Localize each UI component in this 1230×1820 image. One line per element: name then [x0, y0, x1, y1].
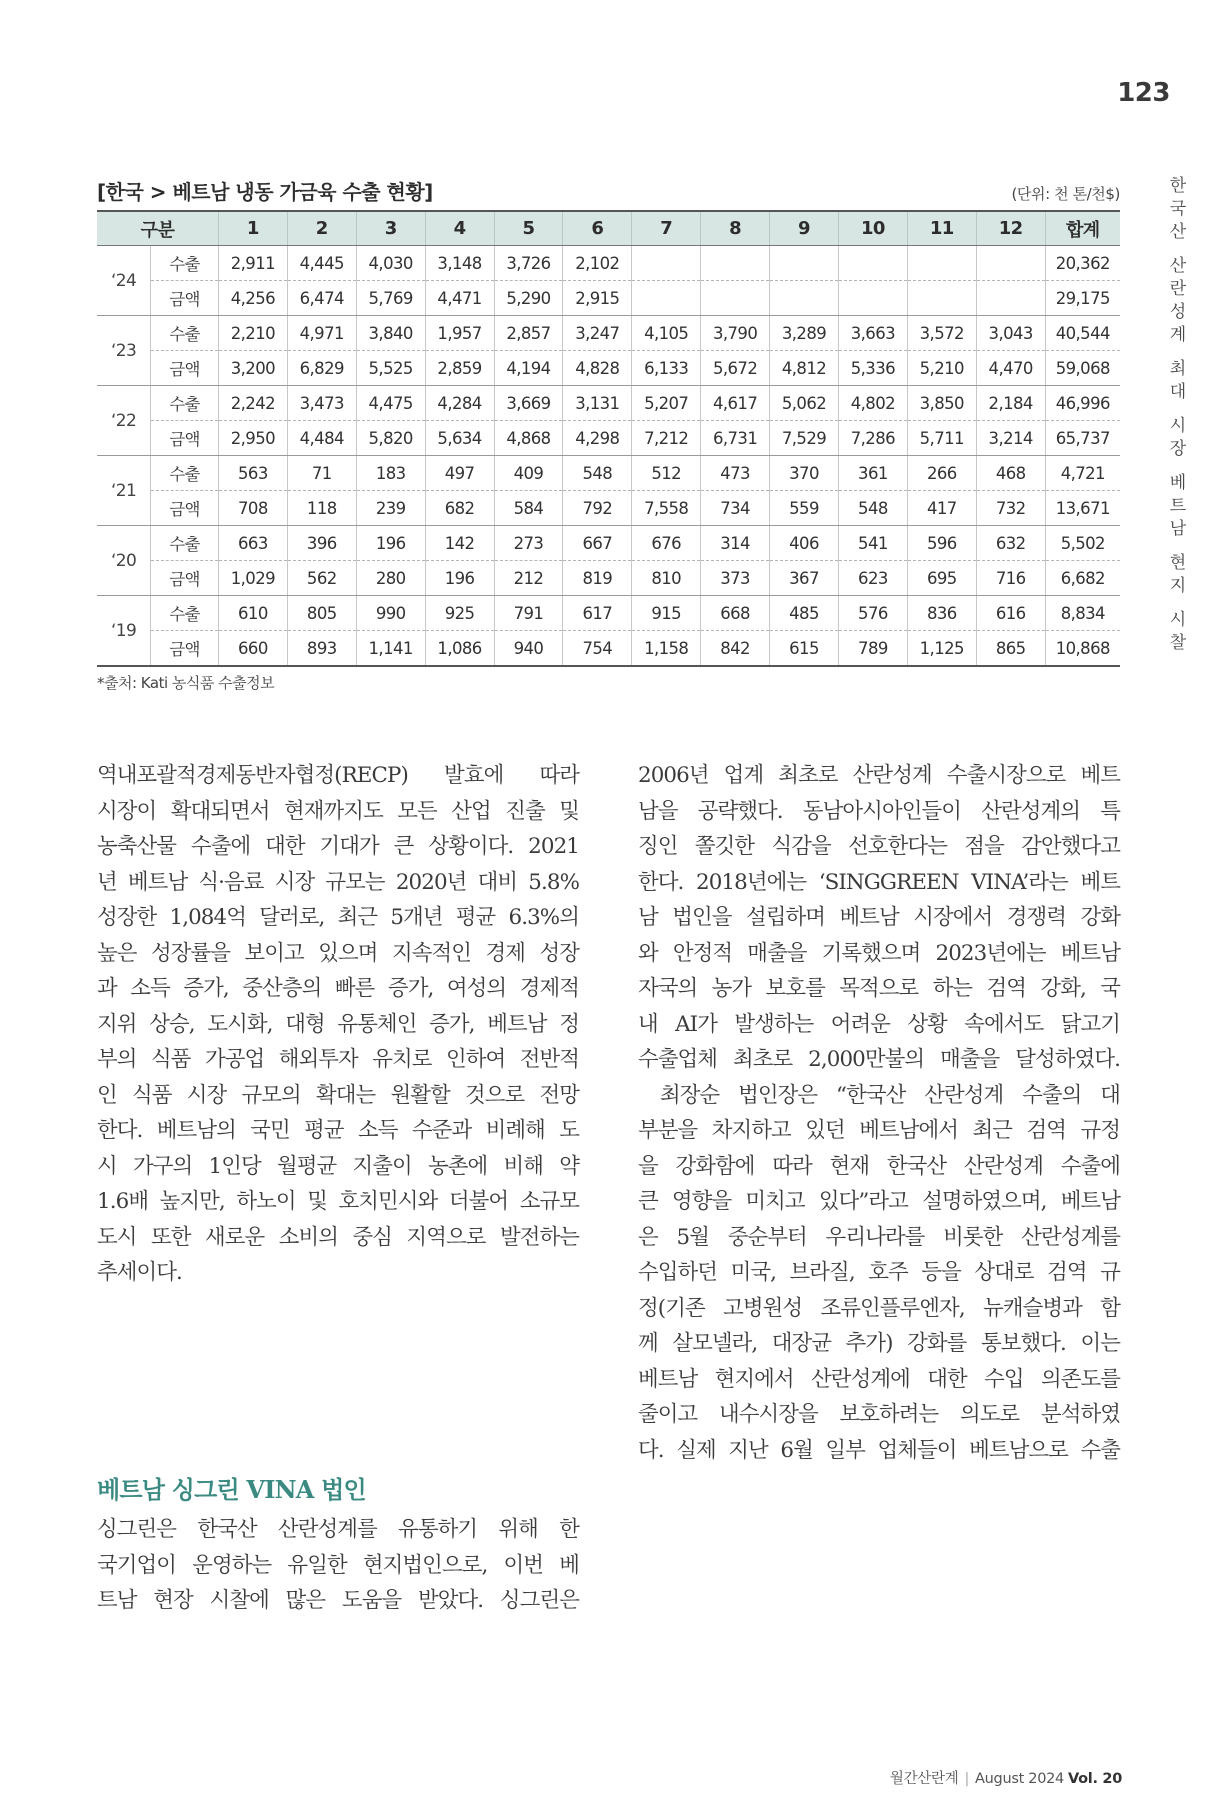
month-cell: 734: [701, 491, 770, 526]
total-cell: 46,996: [1045, 386, 1120, 421]
month-cell: 663: [218, 526, 287, 561]
month-cell: 3,663: [838, 316, 907, 351]
header-month: 10: [838, 211, 907, 246]
month-cell: 4,105: [632, 316, 701, 351]
month-cell: 280: [356, 561, 425, 596]
month-cell: 5,820: [356, 421, 425, 456]
row-kind: 금액: [151, 491, 219, 526]
month-cell: 1,029: [218, 561, 287, 596]
month-cell: 548: [563, 456, 632, 491]
side-title-char: 산: [1169, 222, 1187, 242]
row-kind: 수출: [151, 526, 219, 561]
text-line: 남 법인을 설립하며 베트남 시장에서 경쟁력 강화: [638, 905, 1120, 930]
row-kind: 수출: [151, 596, 219, 631]
body-column-left: [97, 758, 579, 1291]
month-cell: 196: [425, 561, 494, 596]
month-cell: 417: [907, 491, 976, 526]
month-cell: 6,829: [287, 351, 356, 386]
month-cell: 142: [425, 526, 494, 561]
month-cell: 695: [907, 561, 976, 596]
month-cell: 2,911: [218, 246, 287, 281]
month-cell: 732: [976, 491, 1045, 526]
side-section-title: [1166, 175, 1190, 655]
month-cell: 5,210: [907, 351, 976, 386]
month-cell: 4,470: [976, 351, 1045, 386]
month-cell: 789: [838, 631, 907, 667]
month-cell: 615: [770, 631, 839, 667]
month-cell: 512: [632, 456, 701, 491]
side-title-char: 최: [1169, 359, 1187, 379]
row-kind: 수출: [151, 386, 219, 421]
month-cell: [907, 281, 976, 316]
total-cell: 59,068: [1045, 351, 1120, 386]
month-cell: 6,474: [287, 281, 356, 316]
text-line: 징인 쫄깃한 식감을 선호한다는 점을 감안했다고: [638, 834, 1120, 859]
year-cell: ‘24: [97, 246, 151, 316]
table-row: [97, 281, 1120, 316]
month-cell: 5,290: [494, 281, 563, 316]
text-line: 와 안정적 매출을 기록했으며 2023년에는 베트남: [638, 940, 1120, 966]
month-cell: 632: [976, 526, 1045, 561]
month-cell: 314: [701, 526, 770, 561]
month-cell: 4,802: [838, 386, 907, 421]
table-row: [97, 631, 1120, 667]
year-cell: ‘22: [97, 386, 151, 456]
month-cell: 3,473: [287, 386, 356, 421]
month-cell: 623: [838, 561, 907, 596]
month-cell: 5,711: [907, 421, 976, 456]
month-cell: 6,731: [701, 421, 770, 456]
volume-number: Vol. 20: [1068, 1771, 1122, 1787]
side-title-char: 성: [1169, 302, 1187, 322]
side-title-char: 계: [1169, 325, 1187, 345]
side-title-char: 베: [1169, 473, 1187, 493]
side-title-char: 산: [1169, 256, 1187, 276]
month-cell: 7,529: [770, 421, 839, 456]
row-kind: 금액: [151, 281, 219, 316]
header-month: 5: [494, 211, 563, 246]
header-month: 1: [218, 211, 287, 246]
header-month: 7: [632, 211, 701, 246]
row-kind: 수출: [151, 246, 219, 281]
table-row: [97, 351, 1120, 386]
month-cell: 3,726: [494, 246, 563, 281]
text-line: 농축산물 수출에 대한 기대가 큰 상황이다. 2021: [97, 834, 579, 859]
header-month: 9: [770, 211, 839, 246]
text-line: 한다. 베트남의 국민 평균 소득 수준과 비례해 도: [97, 1118, 579, 1143]
month-cell: 576: [838, 596, 907, 631]
month-cell: 893: [287, 631, 356, 667]
month-cell: 915: [632, 596, 701, 631]
month-cell: 1,158: [632, 631, 701, 667]
text-line: 시장이 확대되면서 현재까지도 모든 산업 진출 및: [97, 798, 579, 824]
month-cell: [770, 281, 839, 316]
month-cell: 3,850: [907, 386, 976, 421]
month-cell: 361: [838, 456, 907, 491]
total-cell: 13,671: [1045, 491, 1120, 526]
month-cell: 865: [976, 631, 1045, 667]
month-cell: 4,194: [494, 351, 563, 386]
side-title-char: [1166, 244, 1190, 255]
side-title-char: [1166, 347, 1190, 358]
text-line: 을 강화함에 따라 현재 한국산 산란성계 수출에: [638, 1153, 1120, 1179]
page-footer: 월간산란계 | August 2024 Vol. 20: [889, 1771, 1122, 1787]
month-cell: [632, 281, 701, 316]
month-cell: 6,133: [632, 351, 701, 386]
text-line: 지위 상승, 도시화, 대형 유통체인 증가, 베트남 정: [97, 1011, 579, 1037]
month-cell: 4,812: [770, 351, 839, 386]
text-line: 국기업이 운영하는 유일한 현지법인으로, 이번 베: [97, 1552, 579, 1578]
month-cell: 3,289: [770, 316, 839, 351]
month-cell: 2,859: [425, 351, 494, 386]
month-cell: [770, 246, 839, 281]
month-cell: 754: [563, 631, 632, 667]
month-cell: 7,286: [838, 421, 907, 456]
row-kind: 수출: [151, 456, 219, 491]
header-month: 4: [425, 211, 494, 246]
month-cell: 2,210: [218, 316, 287, 351]
text-line: 부의 식품 가공업 해외투자 유치로 인하여 전반적: [97, 1047, 579, 1072]
month-cell: 660: [218, 631, 287, 667]
row-kind: 금액: [151, 631, 219, 667]
month-cell: 396: [287, 526, 356, 561]
table-unit: (단위: 천 톤/천$): [1011, 185, 1120, 203]
table-row: [97, 561, 1120, 596]
total-cell: 8,834: [1045, 596, 1120, 631]
side-title-char: 트: [1169, 496, 1187, 516]
month-cell: 7,558: [632, 491, 701, 526]
month-cell: 1,957: [425, 316, 494, 351]
month-cell: 4,284: [425, 386, 494, 421]
month-cell: 2,950: [218, 421, 287, 456]
header-total: 합계: [1045, 211, 1120, 246]
text-line: 높은 성장률을 보이고 있으며 지속적인 경제 성장: [97, 940, 579, 966]
text-line: 께 살모넬라, 대장균 추가) 강화를 통보했다. 이는: [638, 1331, 1120, 1356]
side-title-char: 국: [1169, 199, 1187, 219]
text-line: 한다. 2018년에는 ‘SINGGREEN VINA’라는 베트: [638, 869, 1120, 895]
month-cell: 668: [701, 596, 770, 631]
text-line: 큰 영향을 미치고 있다”라고 설명하였으며, 베트남: [638, 1189, 1120, 1214]
text-line: 남을 공략했다. 동남아시아인들이 산란성계의 특: [638, 798, 1120, 824]
month-cell: [838, 281, 907, 316]
month-cell: 842: [701, 631, 770, 667]
table-row: [97, 246, 1120, 281]
total-cell: 65,737: [1045, 421, 1120, 456]
month-cell: [976, 246, 1045, 281]
side-title-char: 한: [1169, 176, 1187, 196]
side-title-char: 현: [1169, 553, 1187, 573]
month-cell: 805: [287, 596, 356, 631]
side-title-char: 란: [1169, 279, 1187, 299]
month-cell: 3,043: [976, 316, 1045, 351]
header-category: 구분: [97, 211, 218, 246]
text-line: 성장한 1,084억 달러로, 최근 5개년 평균 6.3%의: [97, 905, 579, 930]
header-month: 12: [976, 211, 1045, 246]
issue-date: August 2024: [975, 1771, 1064, 1787]
total-cell: 40,544: [1045, 316, 1120, 351]
month-cell: 716: [976, 561, 1045, 596]
side-title-char: [1166, 541, 1190, 552]
month-cell: 485: [770, 596, 839, 631]
side-title-char: 시: [1169, 610, 1187, 630]
month-cell: 239: [356, 491, 425, 526]
month-cell: 791: [494, 596, 563, 631]
month-cell: 708: [218, 491, 287, 526]
month-cell: [976, 281, 1045, 316]
month-cell: 409: [494, 456, 563, 491]
month-cell: 563: [218, 456, 287, 491]
month-cell: 5,062: [770, 386, 839, 421]
month-cell: 468: [976, 456, 1045, 491]
side-title-char: [1166, 461, 1190, 472]
section-heading: 베트남 싱그린 VINA 법인: [97, 1475, 366, 1504]
side-title-char: 장: [1169, 439, 1187, 459]
month-cell: 5,634: [425, 421, 494, 456]
month-cell: 584: [494, 491, 563, 526]
month-cell: [907, 246, 976, 281]
text-line: 1.6배 높지만, 하노이 및 호치민시와 더불어 소규모: [97, 1189, 579, 1214]
month-cell: 819: [563, 561, 632, 596]
header-month: 2: [287, 211, 356, 246]
month-cell: 682: [425, 491, 494, 526]
row-kind: 금액: [151, 351, 219, 386]
month-cell: 541: [838, 526, 907, 561]
year-cell: ‘21: [97, 456, 151, 526]
month-cell: 367: [770, 561, 839, 596]
month-cell: 676: [632, 526, 701, 561]
text-line: 2006년 업계 최초로 산란성계 수출시장으로 베트: [638, 763, 1120, 788]
month-cell: 5,769: [356, 281, 425, 316]
month-cell: 2,857: [494, 316, 563, 351]
month-cell: 4,471: [425, 281, 494, 316]
text-line: 정(기존 고병원성 조류인플루엔자, 뉴캐슬병과 함: [638, 1295, 1120, 1321]
month-cell: 3,200: [218, 351, 287, 386]
month-cell: 373: [701, 561, 770, 596]
table-row: [97, 596, 1120, 631]
table-source: *출처: Kati 농식품 수출정보: [97, 674, 275, 692]
header-month: 8: [701, 211, 770, 246]
month-cell: 4,971: [287, 316, 356, 351]
month-cell: 406: [770, 526, 839, 561]
month-cell: 1,086: [425, 631, 494, 667]
table-row: [97, 316, 1120, 351]
year-cell: ‘23: [97, 316, 151, 386]
export-table: [97, 210, 1120, 667]
month-cell: 792: [563, 491, 632, 526]
side-title-char: 대: [1169, 382, 1187, 402]
table-body: [97, 246, 1120, 667]
text-line: 싱그린은 한국산 산란성계를 유통하기 위해 한: [97, 1517, 579, 1542]
text-line: 은 5월 중순부터 우리나라를 비롯한 산란성계를: [638, 1224, 1120, 1250]
month-cell: 497: [425, 456, 494, 491]
table-header-row: [97, 211, 1120, 246]
side-title-char: 지: [1169, 576, 1187, 596]
month-cell: 562: [287, 561, 356, 596]
text-line: 인 식품 시장 규모의 확대는 원활할 것으로 전망: [97, 1082, 579, 1108]
row-kind: 수출: [151, 316, 219, 351]
month-cell: 940: [494, 631, 563, 667]
month-cell: 3,148: [425, 246, 494, 281]
month-cell: 5,525: [356, 351, 425, 386]
text-line: 내 AI가 발생하는 어려운 상황 속에서도 닭고기: [638, 1011, 1120, 1037]
text-line: 수출업체 최초로 2,000만불의 매출을 달성하였다.: [638, 1047, 1120, 1072]
month-cell: 3,214: [976, 421, 1045, 456]
month-cell: 1,125: [907, 631, 976, 667]
total-cell: 29,175: [1045, 281, 1120, 316]
month-cell: 183: [356, 456, 425, 491]
month-cell: [701, 246, 770, 281]
month-cell: 2,102: [563, 246, 632, 281]
text-line: 다. 실제 지난 6월 일부 업체들이 베트남으로 수출: [638, 1437, 1120, 1463]
text-line: 트남 현장 시찰에 많은 도움을 받았다. 싱그린은: [97, 1588, 579, 1613]
month-cell: 5,672: [701, 351, 770, 386]
month-cell: 4,298: [563, 421, 632, 456]
text-line: 년 베트남 식·음료 시장 규모는 2020년 대비 5.8%: [97, 869, 579, 895]
month-cell: 196: [356, 526, 425, 561]
text-line: 역내포괄적경제동반자협정(RECP) 발효에 따라: [97, 763, 579, 788]
month-cell: 5,207: [632, 386, 701, 421]
magazine-name: 월간산란계: [889, 1771, 959, 1787]
total-cell: 20,362: [1045, 246, 1120, 281]
month-cell: 4,868: [494, 421, 563, 456]
text-line: 베트남 현지에서 산란성계에 대한 수입 의존도를: [638, 1366, 1120, 1392]
month-cell: 836: [907, 596, 976, 631]
month-cell: 3,669: [494, 386, 563, 421]
month-cell: 4,617: [701, 386, 770, 421]
month-cell: 4,256: [218, 281, 287, 316]
text-line: 최장순 법인장은 “한국산 산란성계 수출의 대: [660, 1082, 1120, 1108]
month-cell: 2,184: [976, 386, 1045, 421]
total-cell: 5,502: [1045, 526, 1120, 561]
year-cell: ‘20: [97, 526, 151, 596]
text-line: 과 소득 증가, 중산층의 빠른 증가, 여성의 경제적: [97, 976, 579, 1001]
table-row: [97, 456, 1120, 491]
month-cell: 118: [287, 491, 356, 526]
text-line: 부분을 차지하고 있던 베트남에서 최근 검역 규정: [638, 1118, 1120, 1143]
month-cell: 4,828: [563, 351, 632, 386]
month-cell: 3,131: [563, 386, 632, 421]
side-title-char: 찰: [1169, 633, 1187, 653]
month-cell: 473: [701, 456, 770, 491]
month-cell: 3,790: [701, 316, 770, 351]
row-kind: 금액: [151, 561, 219, 596]
side-title-char: [1166, 404, 1190, 415]
month-cell: 4,475: [356, 386, 425, 421]
month-cell: 610: [218, 596, 287, 631]
header-month: 11: [907, 211, 976, 246]
month-cell: 4,030: [356, 246, 425, 281]
total-cell: 6,682: [1045, 561, 1120, 596]
month-cell: 3,572: [907, 316, 976, 351]
month-cell: 71: [287, 456, 356, 491]
month-cell: 273: [494, 526, 563, 561]
month-cell: 4,445: [287, 246, 356, 281]
month-cell: 1,141: [356, 631, 425, 667]
month-cell: [632, 246, 701, 281]
body-column-left-2: [97, 1512, 579, 1619]
text-line: 도시 또한 새로운 소비의 중심 지역으로 발전하는: [97, 1224, 579, 1250]
total-cell: 4,721: [1045, 456, 1120, 491]
month-cell: 559: [770, 491, 839, 526]
side-title-char: 남: [1169, 519, 1187, 539]
table-title: [한국 > 베트남 냉동 가금육 수출 현황]: [97, 180, 433, 204]
month-cell: 7,212: [632, 421, 701, 456]
month-cell: 266: [907, 456, 976, 491]
table-row: [97, 526, 1120, 561]
text-line: 시 가구의 1인당 월평균 지출이 농촌에 비해 약: [97, 1153, 579, 1179]
month-cell: 2,242: [218, 386, 287, 421]
table-caption: [97, 176, 1120, 205]
month-cell: 5,336: [838, 351, 907, 386]
month-cell: 990: [356, 596, 425, 631]
text-line: 줄이고 내수시장을 보호하려는 의도로 분석하였: [638, 1402, 1120, 1427]
month-cell: 3,840: [356, 316, 425, 351]
body-column-right: [638, 758, 1120, 1468]
month-cell: 548: [838, 491, 907, 526]
row-kind: 금액: [151, 421, 219, 456]
month-cell: 2,915: [563, 281, 632, 316]
text-line: 자국의 농가 보호를 목적으로 하는 검역 강화, 국: [638, 976, 1120, 1001]
month-cell: 925: [425, 596, 494, 631]
month-cell: 810: [632, 561, 701, 596]
month-cell: 617: [563, 596, 632, 631]
month-cell: [838, 246, 907, 281]
table-row: [97, 386, 1120, 421]
month-cell: 596: [907, 526, 976, 561]
side-title-char: [1166, 598, 1190, 609]
text-line: 수입하던 미국, 브라질, 호주 등을 상대로 검역 규: [638, 1260, 1120, 1285]
table-row: [97, 491, 1120, 526]
page-number: 123: [1117, 78, 1170, 108]
table-row: [97, 421, 1120, 456]
side-title-char: 시: [1169, 416, 1187, 436]
month-cell: 212: [494, 561, 563, 596]
month-cell: 667: [563, 526, 632, 561]
month-cell: 370: [770, 456, 839, 491]
year-cell: ‘19: [97, 596, 151, 667]
total-cell: 10,868: [1045, 631, 1120, 667]
month-cell: 616: [976, 596, 1045, 631]
text-line: 추세이다.: [97, 1260, 182, 1285]
month-cell: 4,484: [287, 421, 356, 456]
month-cell: [701, 281, 770, 316]
month-cell: 3,247: [563, 316, 632, 351]
header-month: 6: [563, 211, 632, 246]
header-month: 3: [356, 211, 425, 246]
